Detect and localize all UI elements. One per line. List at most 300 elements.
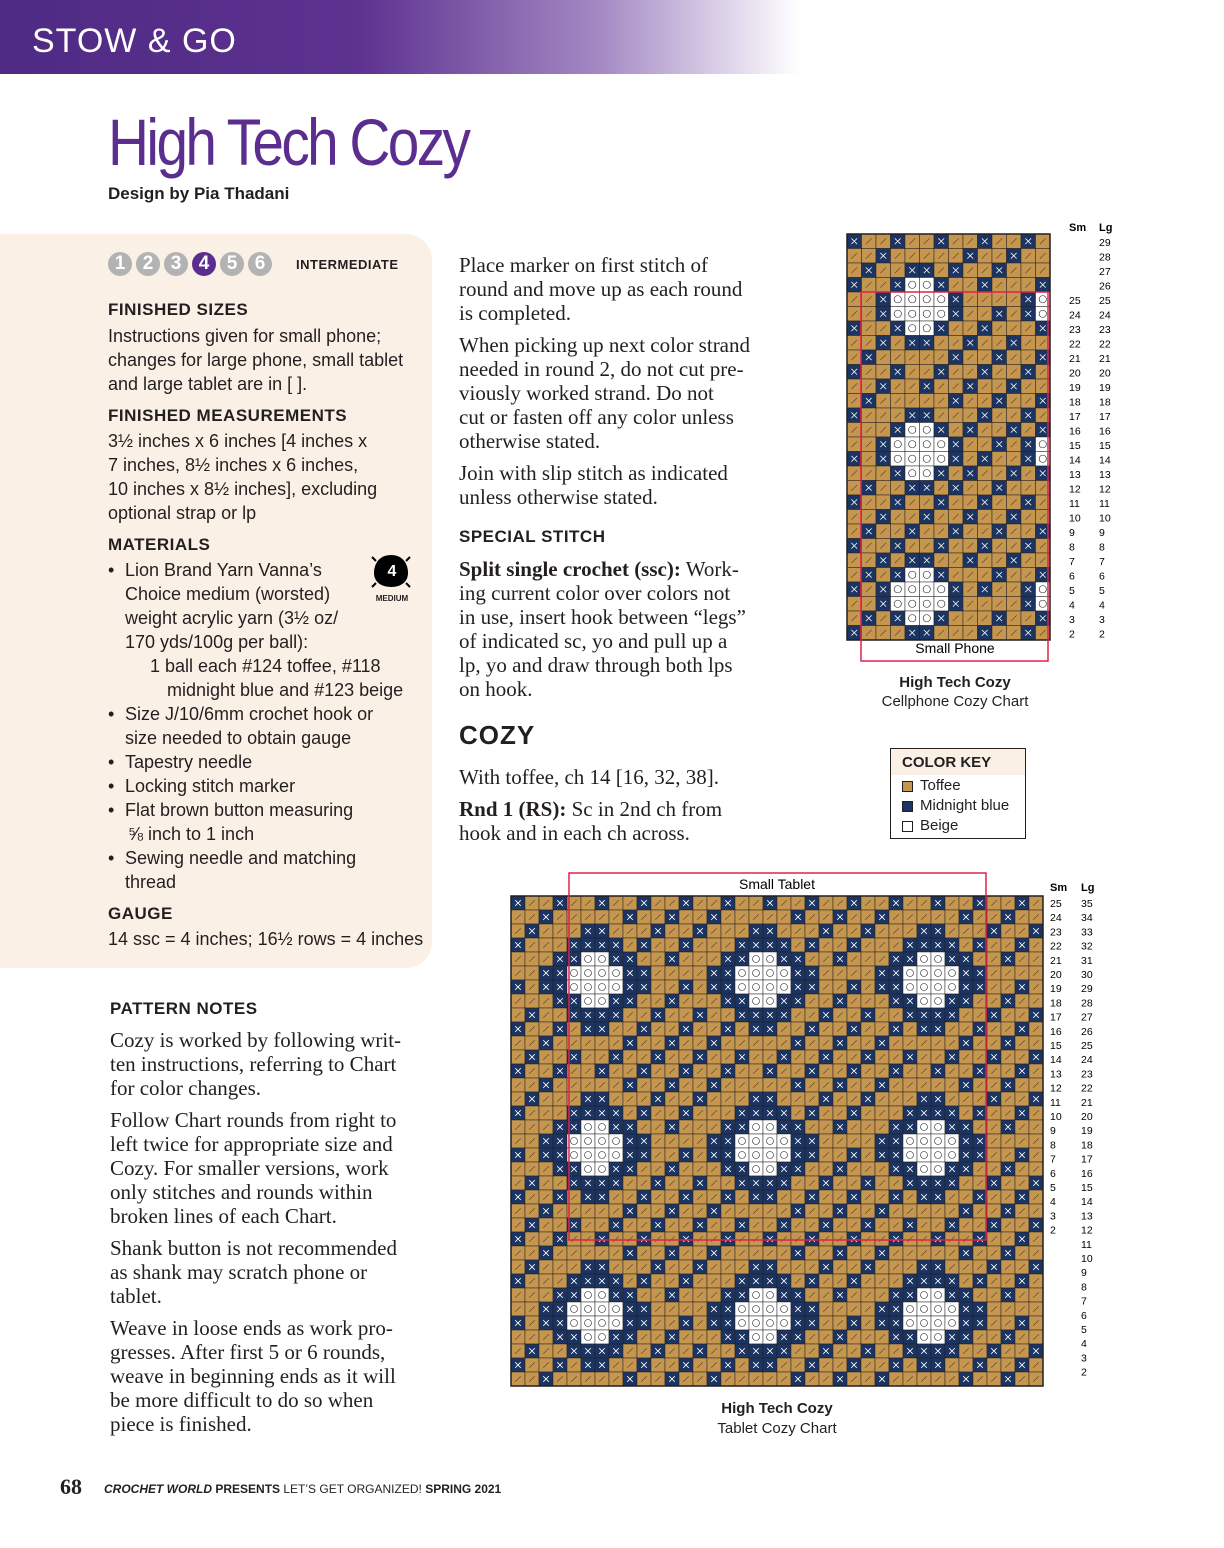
- row-number-lg: 27: [1081, 1011, 1093, 1024]
- stitch-cell: [931, 1148, 945, 1162]
- materials-heading: MATERIALS: [108, 535, 211, 554]
- beige-swatch: [902, 821, 913, 832]
- tablet-caption-sub: Tablet Cozy Chart: [717, 1420, 837, 1437]
- stitch-cell: [905, 307, 920, 322]
- row-number-lg: 5: [1099, 585, 1105, 597]
- stitch-cell: [749, 1148, 763, 1162]
- stitch-cell: [749, 952, 763, 966]
- row-number-sm: 20: [1050, 969, 1062, 981]
- stitch-cell: [903, 980, 917, 994]
- page-number: 68: [60, 1474, 82, 1499]
- text-line: ⅝ inch to 1 inch: [128, 824, 255, 844]
- row-number-sm: 20: [1069, 367, 1081, 380]
- row-number-sm: 6: [1069, 570, 1075, 583]
- stitch-cell: [609, 1302, 623, 1316]
- row-number-lg: 22: [1099, 338, 1111, 351]
- stitch-cell: [609, 1316, 623, 1330]
- phone-box-label: Small Phone: [915, 640, 995, 656]
- row-number-lg: 10: [1099, 512, 1111, 525]
- row-number-lg: 19: [1099, 382, 1111, 394]
- stitch-cell: [891, 582, 906, 597]
- row-number-lg: 14: [1099, 454, 1111, 467]
- row-number-lg: 31: [1081, 954, 1093, 967]
- skill-level-1: 1: [108, 252, 132, 276]
- text-line: lp, yo and draw through both lps: [459, 653, 733, 677]
- stitch-cell: [777, 966, 791, 980]
- text-line: Cozy is worked by following writ-: [110, 1028, 402, 1052]
- row-number-sm: 5: [1069, 585, 1075, 597]
- row-number-sm: 3: [1050, 1210, 1056, 1223]
- stitch-cell: [905, 278, 920, 293]
- text-line: Tapestry needle: [125, 752, 253, 772]
- stitch-cell: [777, 1316, 791, 1330]
- row-number-sm: 9: [1069, 527, 1075, 539]
- stitch-cell: [945, 1148, 959, 1162]
- stitch-cell: [763, 1162, 777, 1176]
- row-number-lg: 12: [1081, 1224, 1093, 1237]
- row-number-sm: 22: [1050, 940, 1062, 953]
- cozy-heading: COZY: [459, 720, 536, 750]
- row-number-sm: 7: [1069, 556, 1075, 568]
- stitch-cell: [934, 292, 949, 307]
- gauge-text: 14 ssc = 4 inches; 16½ rows = 4 inches: [108, 929, 424, 949]
- row-number-lg: 34: [1081, 912, 1093, 925]
- pattern-notes-text: [110, 1028, 450, 1436]
- row-number-lg: 13: [1081, 1210, 1093, 1223]
- stitch-cell: [749, 1162, 763, 1176]
- stitch-cell: [931, 1302, 945, 1316]
- skill-level-4: 4: [192, 252, 216, 276]
- text-line: Cozy. For smaller versions, work: [110, 1156, 389, 1180]
- row-number-lg: 6: [1081, 1309, 1087, 1322]
- row-number-sm: 14: [1069, 454, 1081, 467]
- gauge-heading: GAUGE: [108, 904, 173, 923]
- text-line: piece is finished.: [110, 1412, 252, 1436]
- stitch-cell: [905, 466, 920, 481]
- text-line: weave in beginning ends as it will: [110, 1364, 396, 1388]
- special-stitch-heading: SPECIAL STITCH: [459, 527, 606, 546]
- row-number-lg: 22: [1081, 1082, 1093, 1095]
- text-line: Weave in loose ends as work pro-: [110, 1316, 393, 1340]
- stitch-cell: [905, 582, 920, 597]
- finished-sizes-heading: FINISHED SIZES: [108, 300, 249, 319]
- stitch-cell: [595, 1134, 609, 1148]
- stitch-cell: [581, 1134, 595, 1148]
- row-number-sm: 14: [1050, 1054, 1062, 1067]
- tablet-caption-title: High Tech Cozy: [721, 1400, 833, 1417]
- text-line: is completed.: [459, 301, 571, 325]
- row-number-lg: 14: [1081, 1196, 1093, 1209]
- stitch-cell: [905, 423, 920, 438]
- row-number-lg: 23: [1081, 1068, 1093, 1081]
- stitch-cell: [934, 597, 949, 612]
- stitch-cell: [763, 1302, 777, 1316]
- page-title: High Tech Cozy: [108, 105, 469, 179]
- stitch-cell: [749, 966, 763, 980]
- text-line: and large tablet are in [ ].: [108, 374, 308, 394]
- row-number-lg: 32: [1081, 940, 1093, 953]
- stitch-cell: [735, 980, 749, 994]
- row-number-lg: 23: [1099, 324, 1111, 336]
- text-line: on hook.: [459, 677, 533, 701]
- stitch-cell: [763, 952, 777, 966]
- row-number-sm: 2: [1069, 628, 1075, 641]
- text-line: Join with slip stitch as indicated: [459, 461, 728, 485]
- stitch-cell: [749, 1120, 763, 1134]
- text-line: broken lines of each Chart.: [110, 1204, 337, 1228]
- special-stitch-text: [459, 557, 799, 701]
- stitch-cell: [763, 1120, 777, 1134]
- row-number-lg: 25: [1099, 295, 1111, 307]
- stitch-cell: [917, 1288, 931, 1302]
- stitch-cell: [905, 437, 920, 452]
- row-number-sm: 18: [1050, 997, 1062, 1010]
- row-number-lg: 17: [1081, 1153, 1093, 1166]
- text-line: in use, insert hook between “legs”: [459, 605, 746, 629]
- row-number-lg: 11: [1081, 1238, 1092, 1251]
- finished-sizes-text: [108, 324, 403, 396]
- row-number-lg: 16: [1081, 1167, 1093, 1180]
- text-line: needed in round 2, do not cut pre-: [459, 357, 744, 381]
- stitch-cell: [763, 1134, 777, 1148]
- stitch-cell: [609, 1148, 623, 1162]
- stitch-cell: [920, 278, 935, 293]
- stitch-cell: [595, 1120, 609, 1134]
- stitch-cell: [581, 952, 595, 966]
- materials-list: • Lion Brand Yarn Vanna’s Choice medium (worsted) weight acrylic yarn (3½ oz/ 170 yds/100g per ball): 1 ball each #124 toffee, #118 midnight blue and #123 beige • Size J/10/6mm crochet hook or size needed to obtain gauge • Tapestry needle • Locking stitch marker • Flat brown button measuring ⅝ inch to 1 inch • Sewing needle and matching thread: [108, 560, 404, 892]
- text-line: 3½ inches x 6 inches [4 inches x: [108, 431, 368, 451]
- footer-presents: PRESENTS: [215, 1482, 281, 1496]
- stitch-cell: [920, 321, 935, 336]
- phone-chart: [840, 218, 1224, 668]
- row-number-lg: 10: [1081, 1253, 1093, 1265]
- finished-measurements-heading: FINISHED MEASUREMENTS: [108, 406, 348, 425]
- stitch-cell: [891, 437, 906, 452]
- byline: Design by Pia Thadani: [108, 184, 290, 203]
- stitch-cell: [595, 980, 609, 994]
- row-number-lg: 8: [1081, 1281, 1087, 1294]
- row-number-sm: 10: [1050, 1111, 1062, 1123]
- stitch-cell: [920, 597, 935, 612]
- stitch-cell: [777, 980, 791, 994]
- skill-level-2: 2: [136, 252, 160, 276]
- cozy-text: [459, 765, 799, 845]
- stitch-cell: [945, 1134, 959, 1148]
- footer-issue: LET’S GET ORGANIZED!: [283, 1482, 422, 1496]
- stitch-cell: [891, 597, 906, 612]
- stitch-cell: [905, 452, 920, 467]
- stitch-cell: [763, 994, 777, 1008]
- row-number-sm: 9: [1050, 1125, 1056, 1138]
- midnight-blue-label: Midnight blue: [920, 797, 1010, 814]
- stitch-cell: [595, 1148, 609, 1162]
- skill-level-3: 3: [164, 252, 188, 276]
- text-line: gresses. After first 5 or 6 rounds,: [110, 1340, 386, 1364]
- row-number-sm: 15: [1069, 440, 1081, 452]
- stitch-cell: [777, 1148, 791, 1162]
- row-number-lg: 29: [1081, 983, 1093, 996]
- stitch-cell: [920, 582, 935, 597]
- stitch-cell: [735, 1302, 749, 1316]
- stitch-cell: [931, 1288, 945, 1302]
- row-number-lg: 5: [1081, 1324, 1087, 1336]
- stitch-cell: [945, 1302, 959, 1316]
- stitch-cell: [917, 1162, 931, 1176]
- toffee-swatch: [902, 781, 913, 792]
- row-number-sm: 19: [1050, 983, 1062, 996]
- stitch-cell: [917, 952, 931, 966]
- footer-text: [104, 1482, 501, 1496]
- stitch-cell: [735, 1134, 749, 1148]
- row-number-lg: 33: [1081, 926, 1093, 939]
- row-number-lg: 19: [1081, 1125, 1093, 1138]
- stitch-cell: [917, 966, 931, 980]
- text-line: be more difficult to do so when: [110, 1388, 374, 1412]
- row-number-lg: 4: [1099, 599, 1105, 612]
- stitch-cell: [581, 1148, 595, 1162]
- stitch-cell: [595, 952, 609, 966]
- skill-level-6: 6: [248, 252, 272, 276]
- stitch-cell: [777, 1302, 791, 1316]
- tablet-col-sm: Sm: [1050, 882, 1068, 894]
- row-number-sm: 24: [1050, 912, 1062, 925]
- stitch-cell: [945, 980, 959, 994]
- stitch-cell: [763, 1316, 777, 1330]
- stitch-cell: [763, 1288, 777, 1302]
- stitch-cell: [917, 1148, 931, 1162]
- row-number-lg: 27: [1099, 266, 1111, 278]
- row-number-lg: 2: [1099, 628, 1105, 641]
- row-number-lg: 26: [1081, 1025, 1093, 1038]
- stitch-cell: [903, 1302, 917, 1316]
- row-number-lg: 24: [1099, 309, 1111, 322]
- stitch-cell: [595, 1316, 609, 1330]
- stitch-cell: [931, 1162, 945, 1176]
- row-number-sm: 16: [1050, 1025, 1062, 1038]
- footer-magazine: CROCHET WORLD: [104, 1482, 212, 1496]
- row-number-sm: 10: [1069, 512, 1081, 525]
- text-line: Sc in 2nd ch from: [571, 797, 723, 821]
- text-line: Choice medium (worsted): [125, 584, 331, 604]
- stitch-cell: [920, 292, 935, 307]
- stitch-cell: [917, 1120, 931, 1134]
- phone-col-lg: Lg: [1099, 222, 1113, 234]
- text-line: 7 inches, 8½ inches x 6 inches,: [108, 455, 359, 475]
- row-number-sm: 3: [1069, 614, 1075, 626]
- row-number-lg: 18: [1099, 396, 1111, 409]
- stitch-cell: [920, 466, 935, 481]
- stitch-cell: [934, 452, 949, 467]
- stitch-cell: [934, 307, 949, 322]
- stitch-cell: [931, 966, 945, 980]
- finished-measurements-text: [108, 429, 377, 525]
- text-line: tablet.: [110, 1284, 162, 1308]
- stitch-cell: [917, 1302, 931, 1316]
- stitch-cell: [917, 1330, 931, 1344]
- pattern-notes-heading: PATTERN NOTES: [110, 999, 258, 1018]
- stitch-cell: [945, 1316, 959, 1330]
- stitch-cell: [905, 292, 920, 307]
- row-number-lg: 24: [1081, 1054, 1093, 1067]
- row-number-lg: 35: [1081, 898, 1093, 910]
- row-number-sm: 11: [1069, 498, 1080, 510]
- stitch-cell: [763, 1330, 777, 1344]
- text-line: Flat brown button measuring: [125, 800, 354, 820]
- row-number-lg: 30: [1081, 969, 1093, 981]
- stitch-cell: [735, 1148, 749, 1162]
- text-line: only stitches and rounds within: [110, 1180, 373, 1204]
- stitch-cell: [609, 966, 623, 980]
- row-number-lg: 21: [1099, 353, 1111, 365]
- text-line: otherwise stated.: [459, 429, 601, 453]
- row-number-sm: 24: [1069, 309, 1081, 322]
- stitch-cell: [777, 1134, 791, 1148]
- row-number-lg: 18: [1081, 1139, 1093, 1152]
- row-number-lg: 28: [1099, 251, 1111, 264]
- row-number-lg: 7: [1099, 556, 1105, 568]
- row-number-sm: 13: [1050, 1068, 1062, 1081]
- text-line: Instructions given for small phone;: [108, 326, 382, 346]
- stitch-cell: [609, 1134, 623, 1148]
- stitch-cell: [917, 994, 931, 1008]
- color-key-list: [900, 777, 1020, 837]
- row-number-sm: 23: [1069, 324, 1081, 336]
- row-number-lg: 3: [1081, 1352, 1087, 1365]
- row-number-sm: 12: [1069, 483, 1081, 496]
- row-number-sm: 25: [1069, 295, 1081, 307]
- text-line: Shank button is not recommended: [110, 1236, 397, 1260]
- stitch-cell: [763, 980, 777, 994]
- stitch-cell: [931, 1120, 945, 1134]
- text-line: left twice for appropriate size and: [110, 1132, 393, 1156]
- stitch-cell: [931, 952, 945, 966]
- stitch-cell: [609, 980, 623, 994]
- stitch-cell: [735, 966, 749, 980]
- row-number-lg: 20: [1099, 367, 1111, 380]
- row-number-sm: 8: [1050, 1139, 1056, 1152]
- row-number-sm: 4: [1050, 1196, 1056, 1209]
- row-number-sm: 23: [1050, 926, 1062, 939]
- stitch-cell: [931, 1316, 945, 1330]
- text-line: Lion Brand Yarn Vanna’s: [125, 560, 322, 580]
- text-line: changes for large phone, small tablet: [108, 350, 404, 370]
- stitch-cell: [567, 1302, 581, 1316]
- stitch-cell: [749, 1302, 763, 1316]
- stitch-cell: [920, 452, 935, 467]
- text-line: Size J/10/6mm crochet hook or: [125, 704, 374, 724]
- phone-caption-title: High Tech Cozy: [899, 674, 1011, 691]
- phone-caption-sub: Cellphone Cozy Chart: [881, 693, 1029, 710]
- stitch-cell: [749, 1288, 763, 1302]
- text-line: optional strap or lp: [108, 503, 257, 523]
- stitch-cell: [931, 1330, 945, 1344]
- stitch-cell: [581, 1120, 595, 1134]
- skill-level-5: 5: [220, 252, 244, 276]
- row-number-sm: 22: [1069, 338, 1081, 351]
- stitch-cell: [945, 966, 959, 980]
- stitch-cell: [749, 1330, 763, 1344]
- stitch-cell: [749, 994, 763, 1008]
- tablet-box-label: Small Tablet: [738, 876, 816, 892]
- section-label: STOW & GO: [32, 22, 237, 60]
- toffee-label: Toffee: [920, 777, 961, 794]
- text-line: midnight blue and #123 beige: [167, 680, 404, 700]
- stitch-cell: [581, 994, 595, 1008]
- row-number-sm: 8: [1069, 541, 1075, 554]
- stitch-cell: [917, 1134, 931, 1148]
- text-line: Work-: [685, 557, 739, 581]
- row-number-lg: 28: [1081, 997, 1093, 1010]
- text-line: of indicated sc, yo and pull up a: [459, 629, 728, 653]
- text-line: thread: [125, 872, 177, 892]
- row-number-sm: 11: [1050, 1096, 1061, 1109]
- text-line: Locking stitch marker: [125, 776, 296, 796]
- row-number-sm: 13: [1069, 469, 1081, 481]
- stitch-cell: [763, 1148, 777, 1162]
- row-number-sm: 4: [1069, 599, 1075, 612]
- row-number-lg: 11: [1099, 498, 1110, 510]
- stitch-cell: [595, 1162, 609, 1176]
- text-line: Sewing needle and matching: [125, 848, 357, 868]
- row-number-lg: 9: [1099, 527, 1105, 539]
- stitch-cell: [920, 611, 935, 626]
- footer-season: SPRING 2021: [425, 1482, 502, 1496]
- row-number-lg: 8: [1099, 541, 1105, 554]
- stitch-cell: [920, 307, 935, 322]
- text-line: weight acrylic yarn (3½ oz/: [125, 608, 339, 628]
- text-line: round and move up as each round: [459, 277, 743, 301]
- row-number-sm: 16: [1069, 425, 1081, 438]
- text-line: hook and in each ch across.: [459, 821, 690, 845]
- stitch-cell: [581, 1330, 595, 1344]
- text-line: for color changes.: [110, 1076, 262, 1100]
- text-line: ten instructions, referring to Chart: [110, 1052, 397, 1076]
- stitch-cell: [903, 1148, 917, 1162]
- row-number-sm: 17: [1069, 411, 1081, 423]
- row-number-sm: 2: [1050, 1224, 1056, 1237]
- stitch-cell: [581, 1302, 595, 1316]
- row-number-sm: 21: [1069, 353, 1081, 365]
- row-number-lg: 15: [1099, 440, 1111, 452]
- text-line: With toffee, ch 14 [16, 32, 38].: [459, 765, 720, 789]
- stitch-cell: [595, 1330, 609, 1344]
- color-key-title: COLOR KEY: [902, 754, 992, 771]
- text-line: Place marker on first stitch of: [459, 253, 709, 277]
- row-number-lg: 12: [1099, 483, 1111, 496]
- middle-instructions: [459, 253, 799, 509]
- stitch-cell: [581, 1162, 595, 1176]
- text-line: as shank may scratch phone or: [110, 1260, 368, 1284]
- row-number-lg: 16: [1099, 425, 1111, 438]
- midnight-blue-swatch: [902, 801, 913, 812]
- text-line: viously worked strand. Do not: [459, 381, 714, 405]
- text-line: size needed to obtain gauge: [125, 728, 352, 748]
- stitch-cell: [749, 980, 763, 994]
- text-line: Follow Chart rounds from right to: [110, 1108, 397, 1132]
- row-number-sm: 18: [1069, 396, 1081, 409]
- stitch-cell: [920, 568, 935, 583]
- stitch-cell: [934, 582, 949, 597]
- row-number-sm: 17: [1050, 1011, 1062, 1024]
- tablet-chart: [505, 868, 1105, 1393]
- stitch-cell: [749, 1134, 763, 1148]
- stitch-cell: [735, 1316, 749, 1330]
- row-number-sm: 7: [1050, 1153, 1056, 1166]
- row-number-lg: 7: [1081, 1295, 1087, 1308]
- stitch-cell: [903, 966, 917, 980]
- stitch-cell: [903, 1134, 917, 1148]
- stitch-cell: [581, 1316, 595, 1330]
